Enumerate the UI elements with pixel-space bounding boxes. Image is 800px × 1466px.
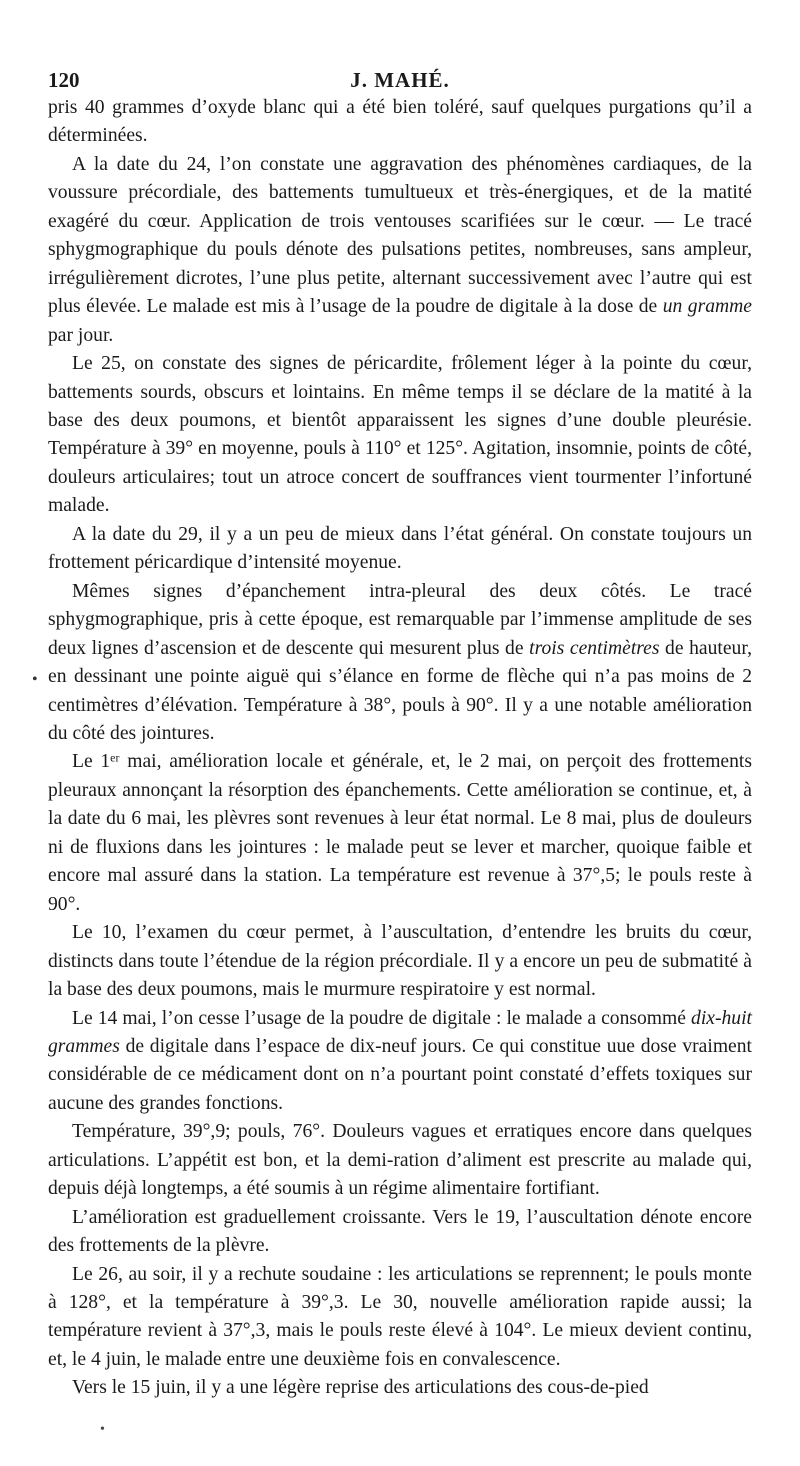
page — [48, 60, 752, 1403]
paragraph-text: Le 10, l’examen du cœur permet, à l’auscultation, d’entendre les bruits du cœur, distincts dans toute l’étendue de la région précordiale. Il y a encore un peu de submatité à la base des deux poumons, mais le murmure respiratoire y est normal. — [48, 922, 752, 1001]
paragraph — [48, 1261, 752, 1375]
foot-mark: • — [100, 1422, 105, 1437]
italic-text: trois centimètres — [529, 637, 660, 659]
paragraph-text: Vers le 15 juin, il y a une légère reprise des articulations des cous-de-pied — [72, 1377, 649, 1399]
paragraph — [48, 151, 752, 350]
paragraph-text: Le 14 mai, l’on cesse l’usage de la poudre de digitale : le malade a consommé — [72, 1007, 692, 1029]
body-text — [48, 94, 752, 1403]
paragraph-text: A la date du 29, il y a un peu de mieux dans l’état général. On constate toujours un frottement péricardique d’intensité moyenue. — [48, 523, 752, 574]
paragraph — [48, 578, 752, 749]
paragraph — [48, 1118, 752, 1203]
paragraph-text: L’amélioration est graduellement croissante. Vers le 19, l’auscultation dénote encore des frottements de la plèvre. — [48, 1206, 752, 1257]
paragraph — [48, 350, 752, 521]
paragraph-text: de hauteur, en dessinant une pointe aiguë qui s’élance en forme de flèche qui n’a pas moins de 2 centimètres d’élévation. Température à 38°, pouls à 90°. Il y a une notable amélioration du côté des jointures. — [48, 637, 752, 744]
paragraph — [48, 94, 752, 151]
running-title: J. MAHÉ. — [350, 68, 450, 92]
paragraph-text: par jour. — [48, 324, 114, 346]
paragraph — [48, 1005, 752, 1119]
margin-mark: • — [32, 671, 38, 688]
paragraph-text: A la date du 24, l’on constate une aggravation des phénomènes cardiaques, de la voussure précordiale, des battements tumultueux et très-énergiques, et de la matité exagéré du cœur. Application de trois ventouses scarifiées sur le cœur. — Le tracé sphygmographique du pouls dénote des pulsations petites, nombreuses, sans ampleur, irrégulièrement dicrotes, l’une plus petite, alternant successivement avec l’autre qui est plus élevée. Le malade est mis à l’usage de la poudre de digitale à la dose de — [48, 153, 752, 318]
italic-text: un gramme — [662, 296, 752, 318]
paragraph-text: Le 26, au soir, il y a rechute soudaine : les articulations se reprennent; le pouls monte à 128°, et la température à 39°,3. Le 30, nouvelle amélioration rapide aussi; la température revient à 37°,3, mais le pouls reste élevé à 104°. Le mieux devient continu, et, le 4 juin, le malade entre une deuxième fois en convalescence. — [48, 1263, 752, 1370]
paragraph-text: Mêmes signes d’épanchement intra-pleural des deux côtés. Le tracé sphygmographique, pris à cette époque, est remarquable par l’immense amplitude de ses deux lignes d’ascension et de descente qui mesurent plus de — [48, 580, 752, 659]
paragraph-text: Le 1ᵉʳ mai, amélioration locale et générale, et, le 2 mai, on perçoit des frottements pleuraux annonçant la résorption des épanchements. Cette amélioration se continue, et, à la date du 6 mai, les plèvres sont revenues à leur état normal. Le 8 mai, plus de douleurs ni de fluxions dans les jointures : le malade peut se lever et marcher, quoique faible et encore mal assuré dans la station. La température est revenue à 37°,5; le pouls reste à 90°. — [48, 751, 752, 915]
paragraph — [48, 748, 752, 919]
paragraph-text: de digitale dans l’espace de dix-neuf jours. Ce qui constitue uue dose vraiment considérable de ce médicament dont on n’a pourtant point constaté d’effets toxiques sur aucune des grandes fonctions. — [48, 1035, 752, 1114]
paragraph — [48, 521, 752, 578]
paragraph-text: pris 40 grammes d’oxyde blanc qui a été bien toléré, sauf quelques purgations qu’il a déterminées. — [48, 97, 752, 147]
paragraph-text: Le 25, on constate des signes de péricardite, frôlement léger à la pointe du cœur, battements sourds, obscurs et lointains. En même temps il se déclare de la matité à la base des deux poumons, et bientôt apparaissent les signes d’une double pleurésie. Température à 39° en moyenne, pouls à 110° et 125°. Agitation, insomnie, points de côté, douleurs articulaires; tout un atroce concert de souffrances vient tourmenter l’infortuné malade. — [48, 353, 752, 517]
italic-text: dix-huit grammes — [48, 1007, 752, 1057]
paragraph — [48, 1374, 752, 1402]
page-number: 120 — [48, 68, 80, 92]
paragraph — [48, 1204, 752, 1261]
paragraph-text: Température, 39°,9; pouls, 76°. Douleurs vagues et erratiques encore dans quelques articulations. L’appétit est bon, et la demi-ration d’aliment est prescrite au malade qui, depuis déjà longtemps, a été soumis à un régime alimentaire fortifiant. — [48, 1121, 752, 1200]
running-head — [48, 60, 752, 94]
paragraph — [48, 919, 752, 1004]
